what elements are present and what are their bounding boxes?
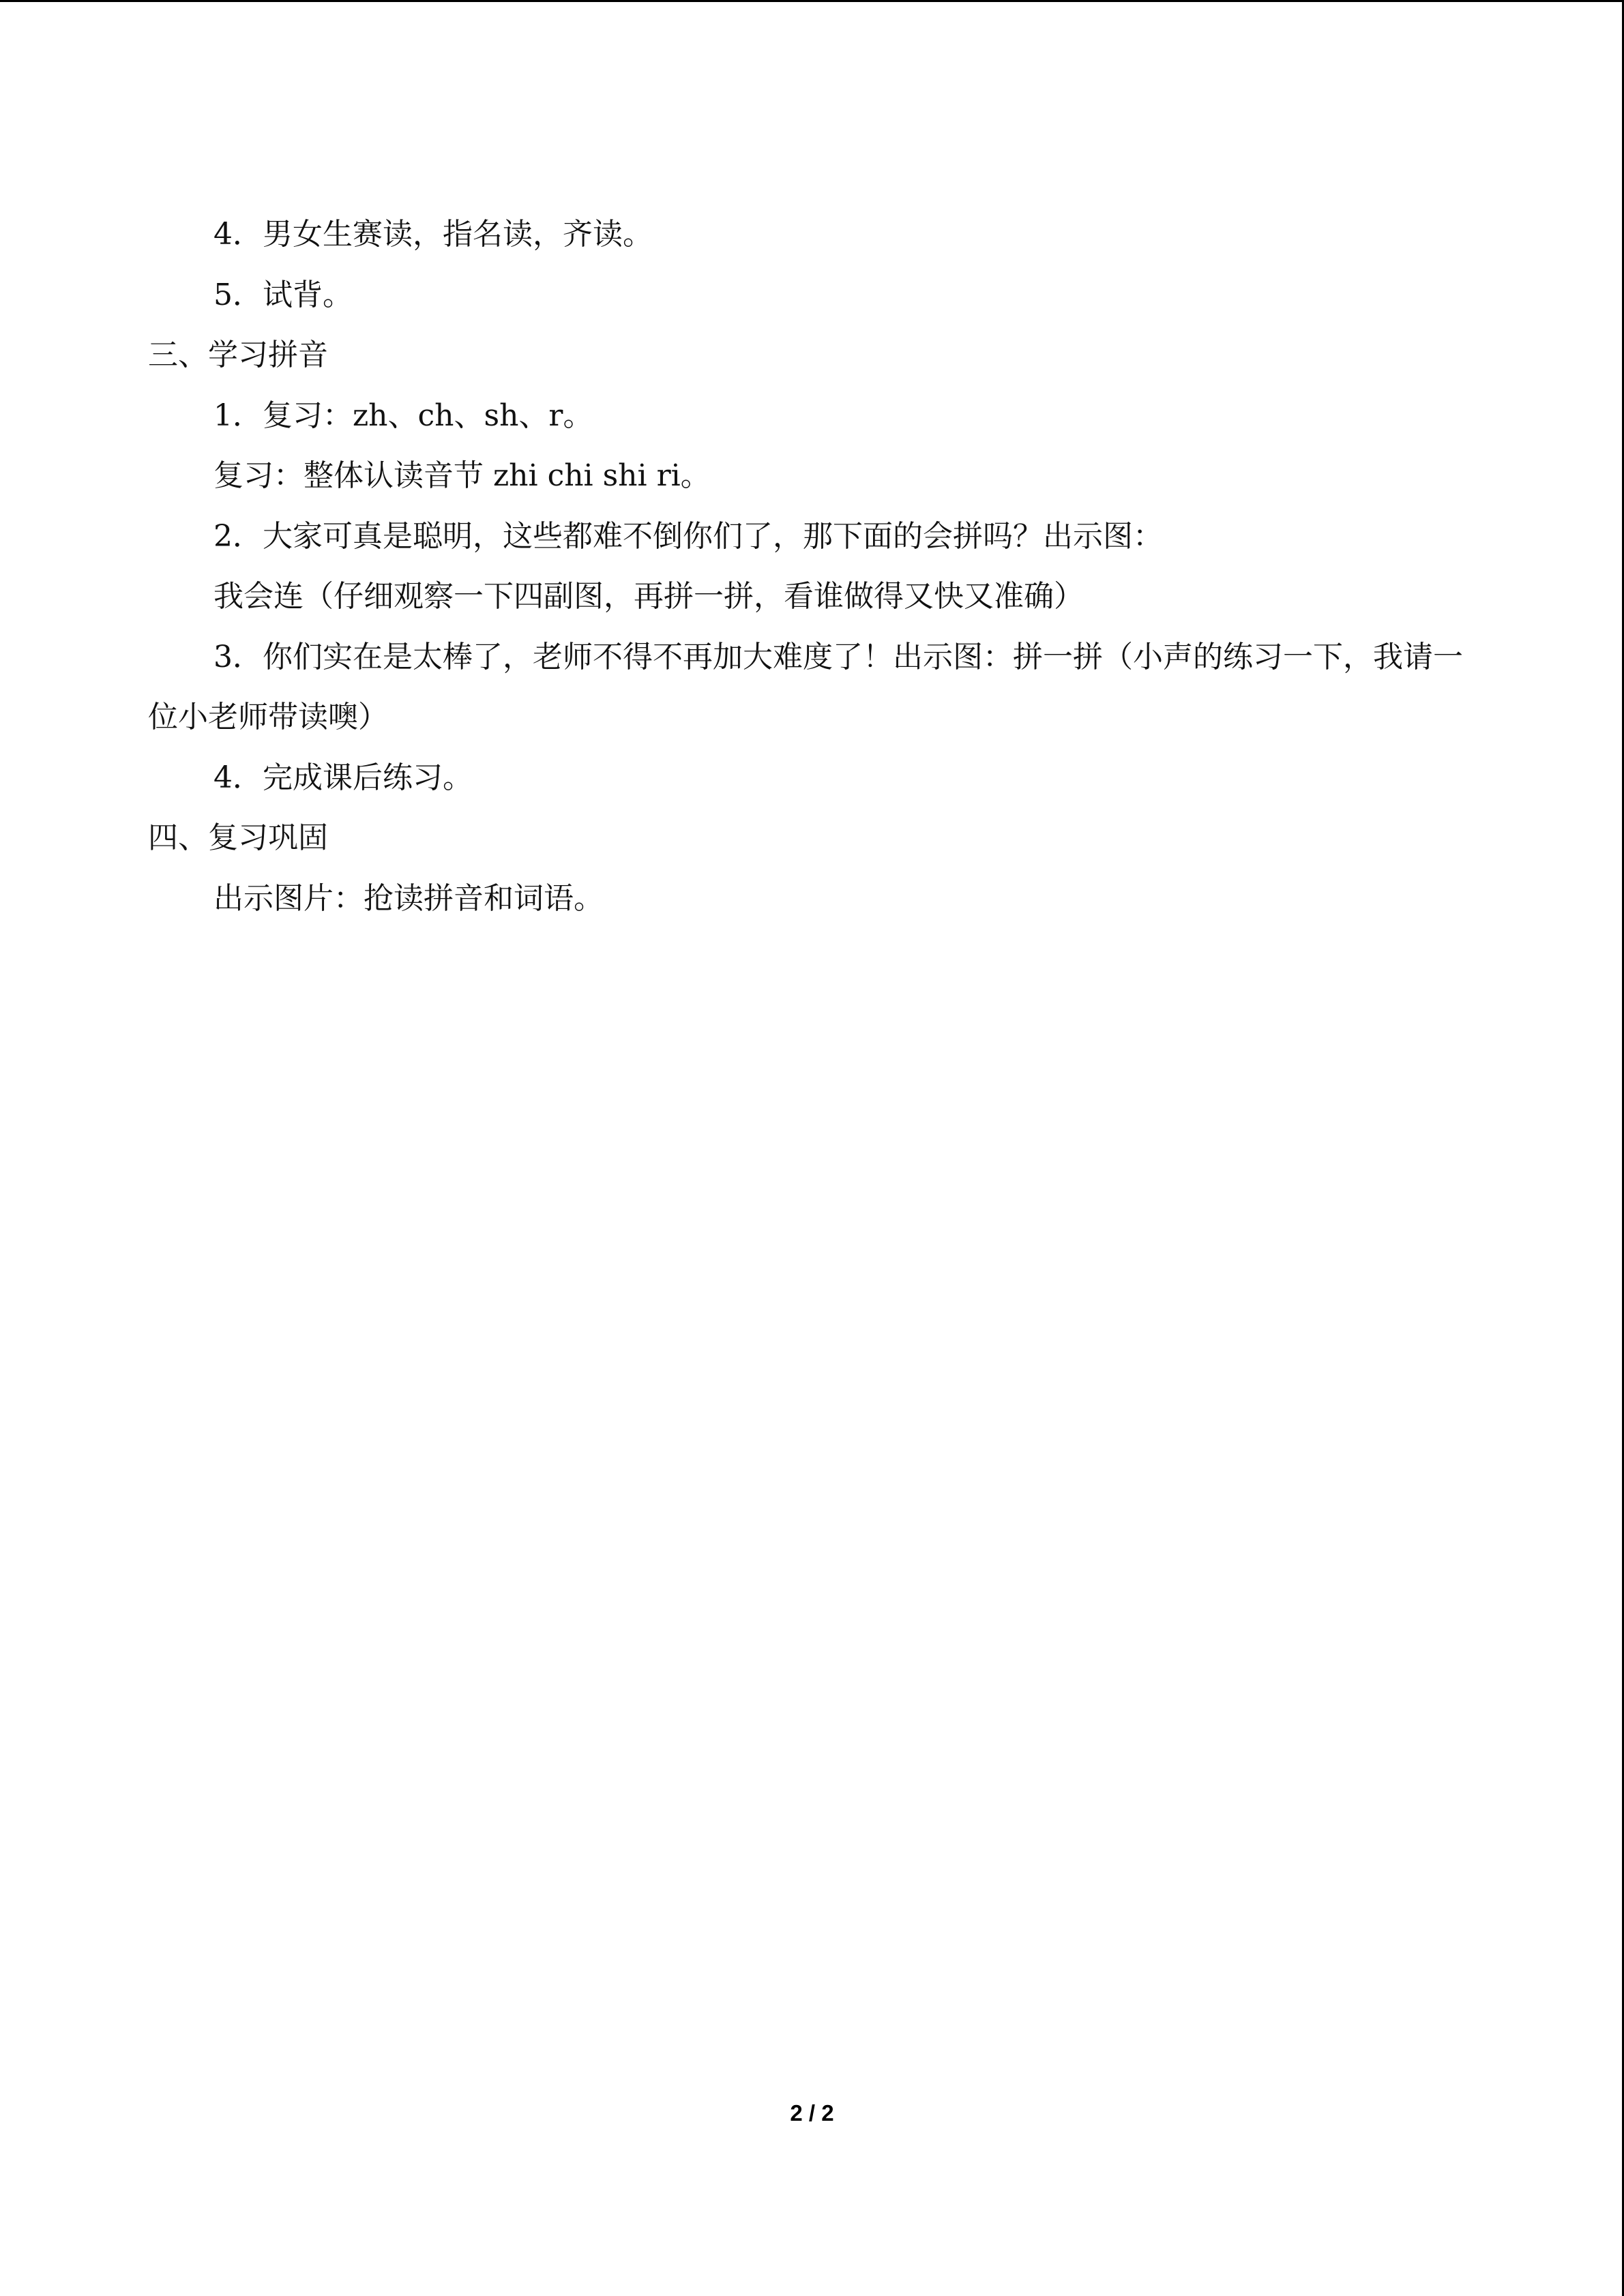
paragraph-wrapped: 3．你们实在是太棒了，老师不得不再加大难度了！出示图：拼一拼（小声的练习一下，我请一位小老师带读噢） [148,639,1463,734]
paragraph-line: 出示图片：抢读拼音和词语。 [213,880,604,916]
page-top-border [0,0,1624,2]
document-body [148,205,1464,929]
paragraph-line: 复习：整体认读音节 zhi chi shi ri。 [213,458,711,493]
paragraph-line: 5．试背。 [213,277,353,312]
paragraph-line: 4．完成课后练习。 [213,760,473,795]
paragraph-line: 2．大家可真是聪明，这些都难不倒你们了，那下面的会拼吗？出示图： [213,518,1163,554]
section-heading: 三、学习拼音 [148,338,328,372]
paragraph-line: 4．男女生赛读，指名读，齐读。 [213,217,653,252]
paragraph-line: 我会连（仔细观察一下四副图，再拼一拼，看谁做得又快又准确） [213,579,1084,614]
section-heading: 四、复习巩固 [148,820,328,855]
page-number: 2 / 2 [790,2100,834,2126]
paragraph-line: 1．复习：zh、ch、sh、r。 [213,398,593,433]
